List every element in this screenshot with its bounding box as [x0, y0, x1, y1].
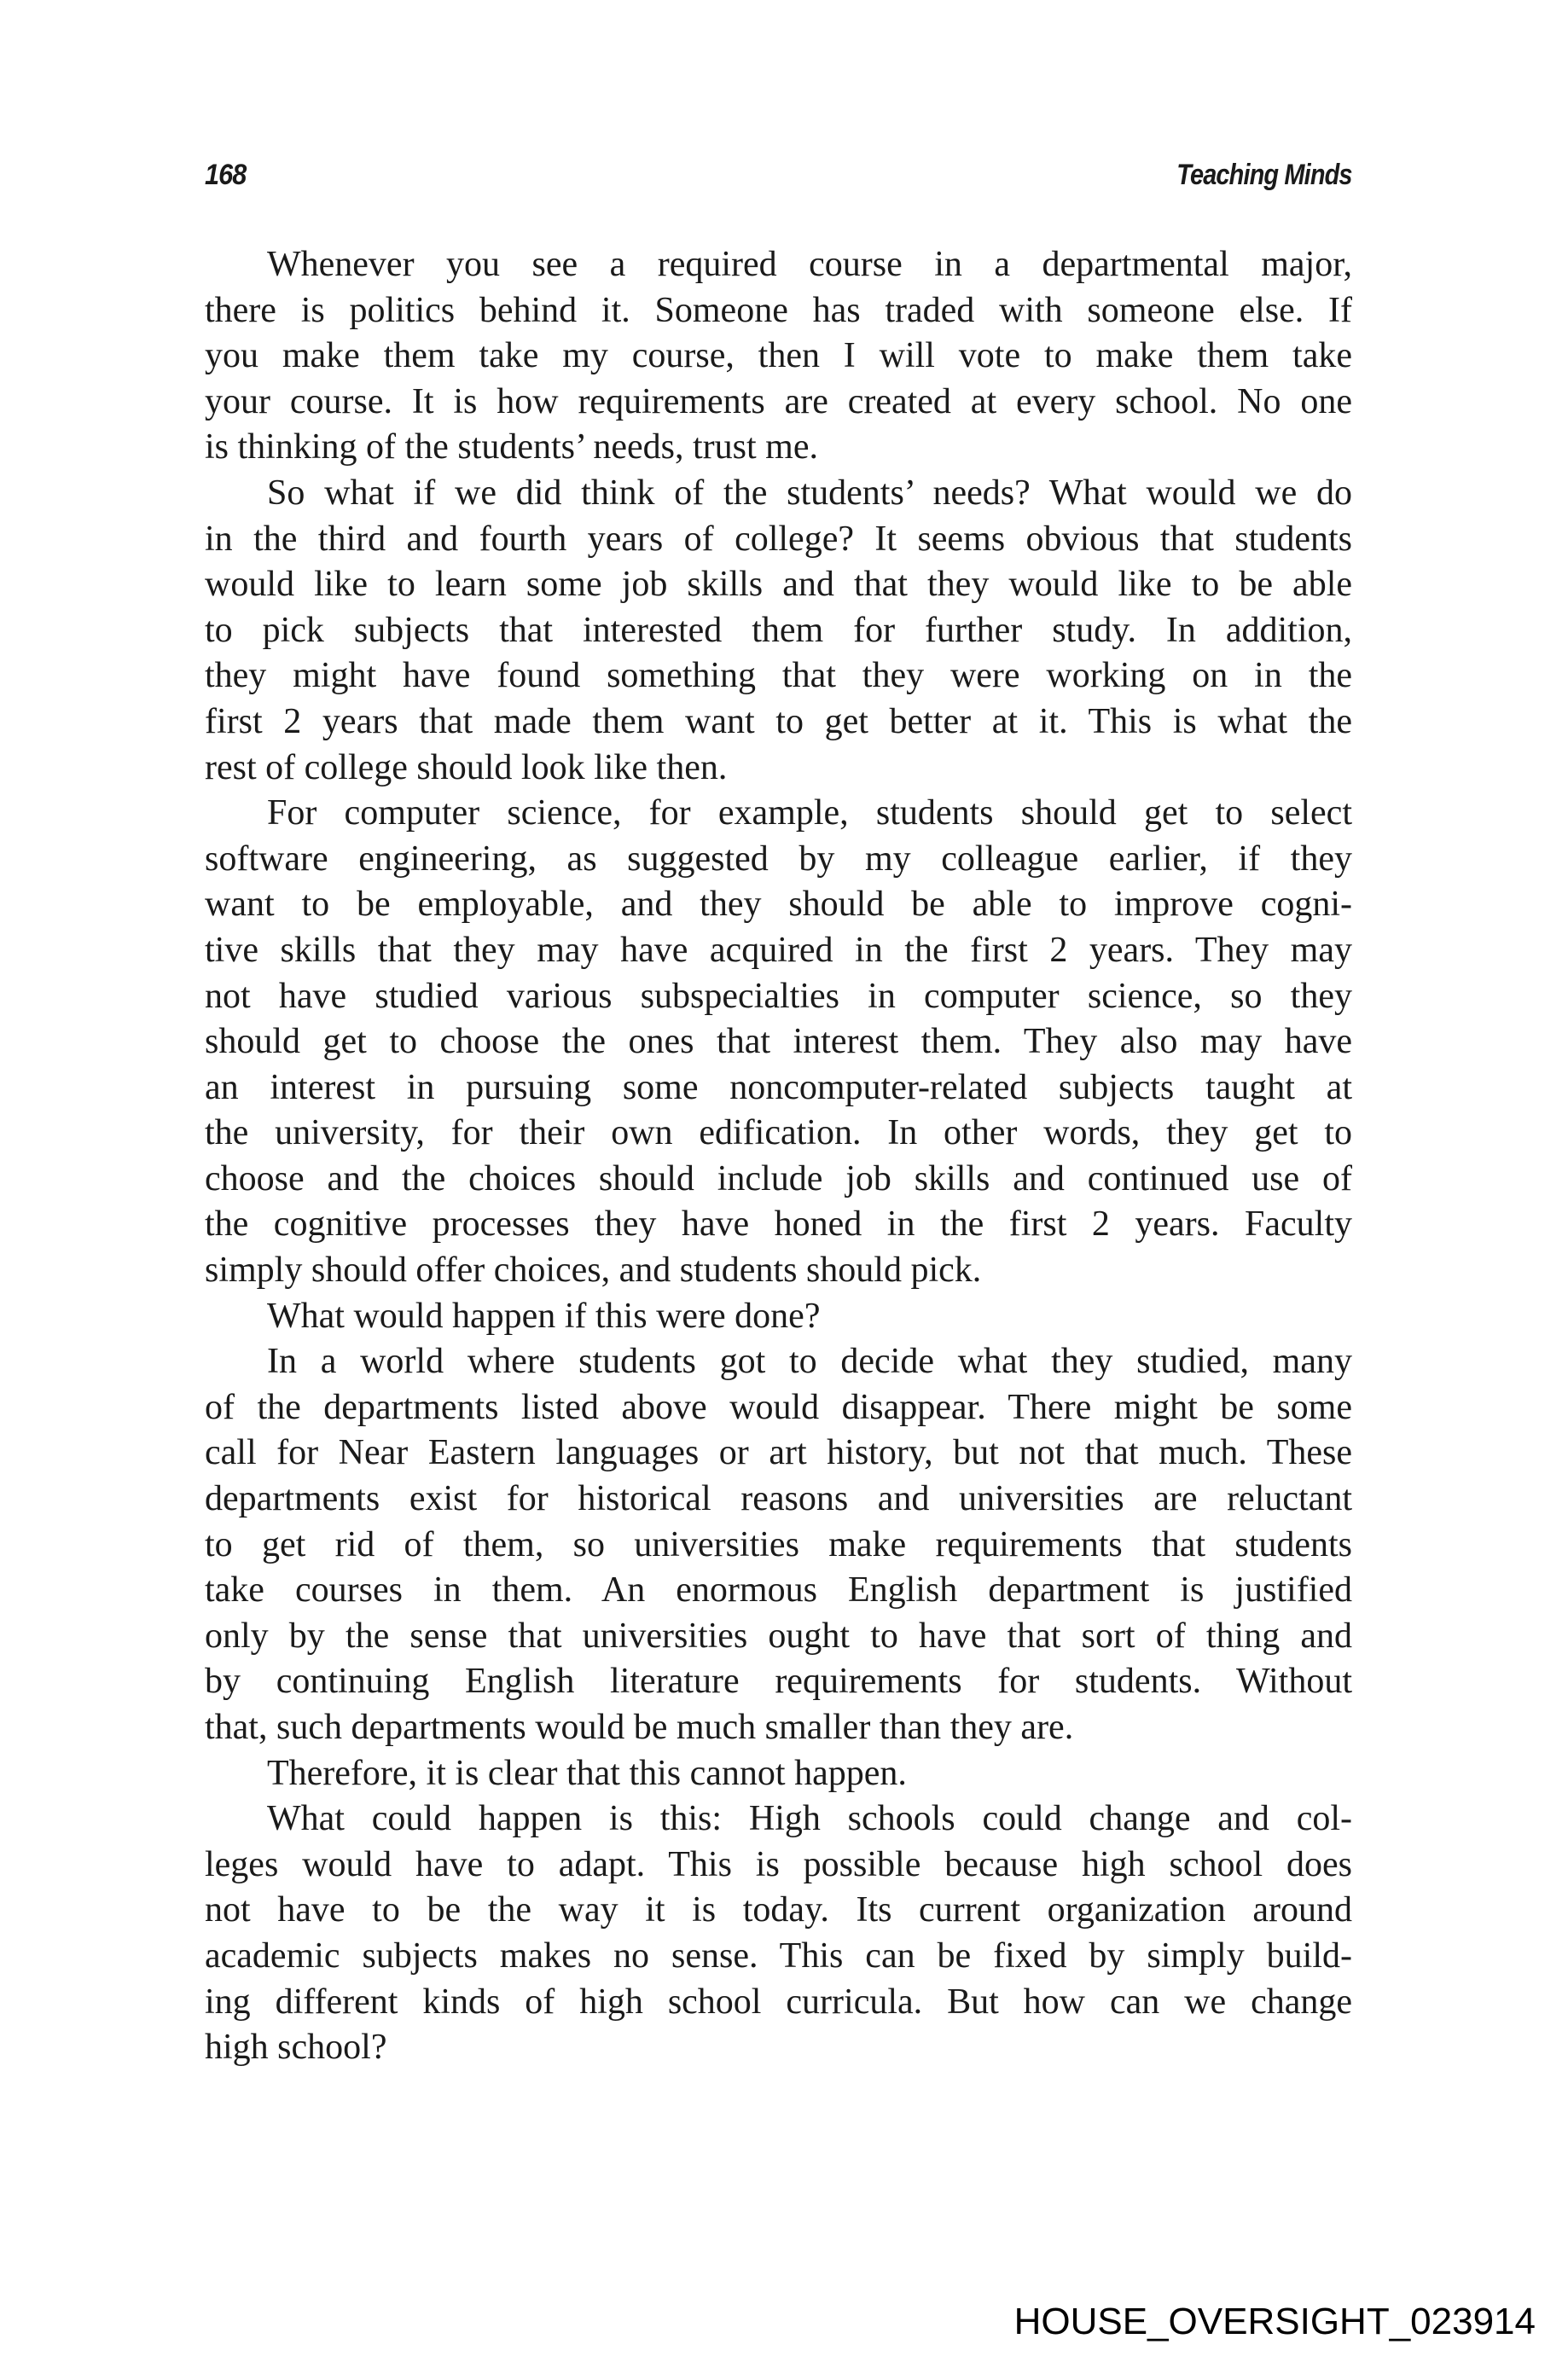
- text-line: What would happen if this were done?: [267, 1296, 821, 1336]
- text-line: For computer science, for example, students should get to select: [267, 793, 1352, 833]
- text-line: to pick subjects that interested them for further study. In addition,: [205, 610, 1352, 650]
- text-line: to get rid of them, so universities make requirements that students: [205, 1524, 1352, 1564]
- body-text: [205, 242, 1352, 2071]
- text-line: So what if we did think of the students’ needs? What would we do: [267, 473, 1352, 513]
- text-line: would like to learn some job skills and that they would like to be able: [205, 565, 1352, 605]
- text-line: not have studied various subspecialties in computer science, so they: [205, 976, 1352, 1016]
- text-line: an interest in pursuing some noncomputer-related subjects taught at: [205, 1067, 1352, 1107]
- text-line: they might have found something that they were working on in the: [205, 656, 1352, 696]
- text-line: Therefore, it is clear that this cannot happen.: [267, 1753, 907, 1793]
- text-line: software engineering, as suggested by my colleague earlier, if they: [205, 839, 1352, 879]
- text-line: only by the sense that universities ought to have that sort of thing and: [205, 1616, 1352, 1656]
- page-number: 168: [205, 159, 247, 191]
- text-line: by continuing English literature requirements for students. Without: [205, 1662, 1352, 1702]
- text-line: you make them take my course, then I will vote to make them take: [205, 336, 1352, 376]
- text-line: your course. It is how requirements are created at every school. No one: [205, 381, 1352, 421]
- text-line: What could happen is this: High schools could change and col-: [267, 1799, 1352, 1839]
- text-line: departments exist for historical reasons and universities are reluctant: [205, 1479, 1352, 1519]
- text-line: that, such departments would be much smaller than they are.: [205, 1708, 1074, 1747]
- text-line: is thinking of the students’ needs, trust me.: [205, 427, 818, 467]
- text-line: want to be employable, and they should be able to improve cogni-: [205, 885, 1352, 925]
- text-line: there is politics behind it. Someone has traded with someone else. If: [205, 290, 1352, 330]
- text-line: take courses in them. An enormous English department is justified: [205, 1570, 1352, 1610]
- text-line: should get to choose the ones that interest them. They also may have: [205, 1022, 1352, 1062]
- text-line: high school?: [205, 2028, 387, 2068]
- page-header: [205, 159, 1352, 193]
- text-line: first 2 years that made them want to get better at it. This is what the: [205, 701, 1352, 741]
- text-line: call for Near Eastern languages or art history, but not that much. These: [205, 1433, 1352, 1473]
- text-line: In a world where students got to decide what they studied, many: [267, 1342, 1352, 1382]
- text-line: Whenever you see a required course in a departmental major,: [267, 245, 1352, 284]
- running-head-title: Teaching Minds: [1176, 159, 1352, 191]
- text-line: choose and the choices should include job skills and continued use of: [205, 1158, 1352, 1198]
- text-line: the cognitive processes they have honed in the first 2 years. Faculty: [205, 1204, 1352, 1245]
- text-line: in the third and fourth years of college? It seems obvious that students: [205, 519, 1352, 559]
- text-line: tive skills that they may have acquired in the first 2 years. They may: [205, 930, 1352, 970]
- text-line: rest of college should look like then.: [205, 747, 728, 787]
- text-line: ing different kinds of high school curricula. But how can we change: [205, 1982, 1352, 2022]
- text-line: simply should offer choices, and students should pick.: [205, 1251, 982, 1291]
- text-line: of the departments listed above would disappear. There might be some: [205, 1387, 1352, 1427]
- text-line: the university, for their own edification. In other words, they get to: [205, 1113, 1352, 1153]
- text-line: not have to be the way it is today. Its current organization around: [205, 1890, 1352, 1930]
- bates-number: HOUSE_OVERSIGHT_023914: [1013, 2301, 1536, 2342]
- text-line: academic subjects makes no sense. This can be fixed by simply build-: [205, 1935, 1352, 1976]
- text-line: leges would have to adapt. This is possible because high school does: [205, 1844, 1352, 1884]
